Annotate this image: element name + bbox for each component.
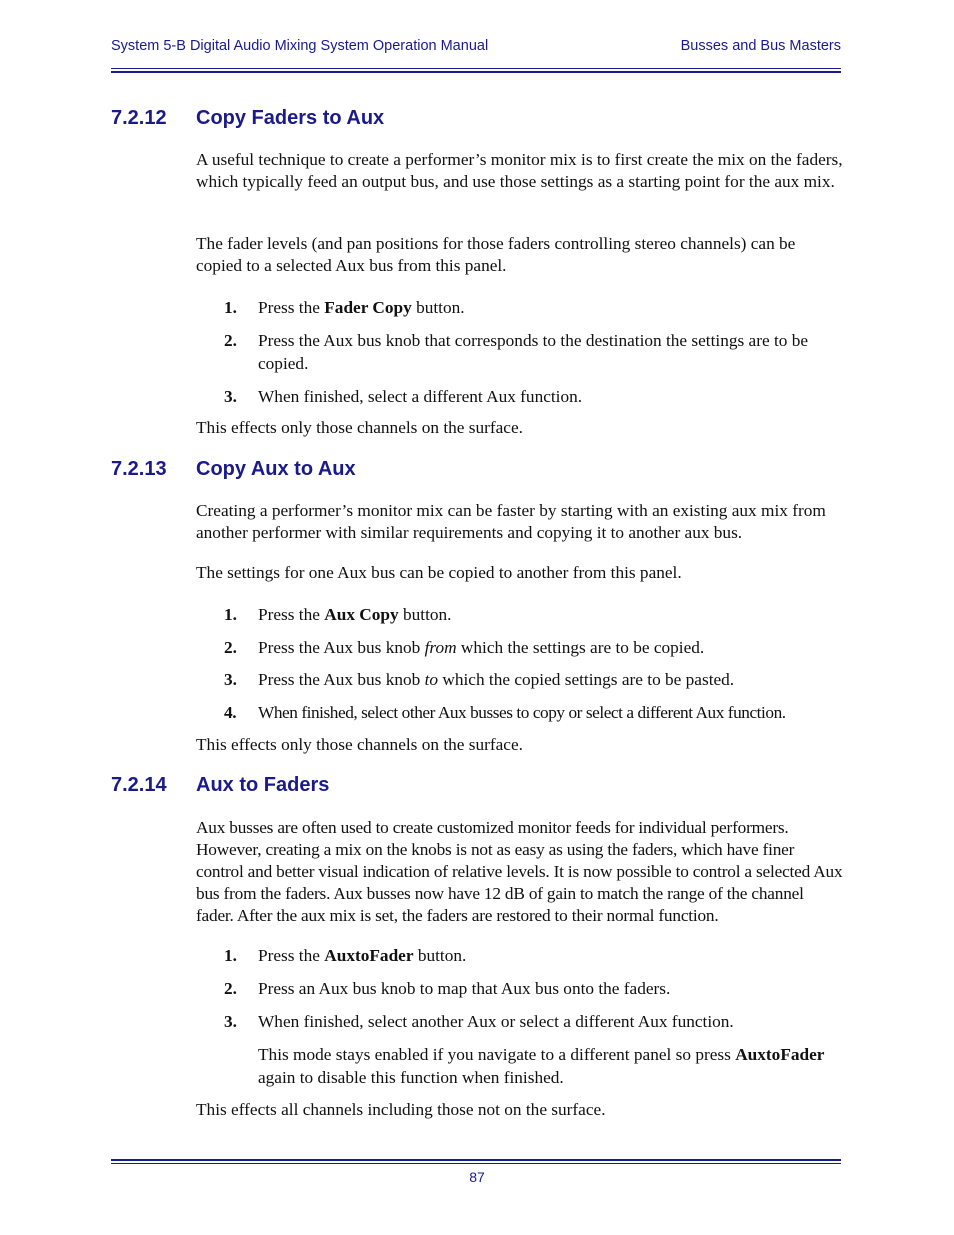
list-item: 3. When finished, select another Aux or select a different Aux function. [224,1012,734,1031]
section-title: Copy Aux to Aux [196,458,356,480]
section-title: Copy Faders to Aux [196,107,385,129]
section-heading-7-2-14 [111,774,329,797]
list-item: 2. Press the Aux bus knob that corresponds to the destination the settings are to be copied. [224,331,809,373]
footer-rule-top [111,1159,841,1161]
paragraph: The settings for one Aux bus can be copied to another from this panel. [196,563,682,582]
paragraph: A useful technique to create a performer’s monitor mix is to first create the mix on the faders, which typically feed an output bus, and use those settings as a starting point for the aux mix. [196,150,843,191]
section-number: 7.2.12 [111,107,167,129]
header-rule-bottom [111,71,841,73]
paragraph: This effects only those channels on the surface. [196,418,523,437]
list-note: This mode stays enabled if you navigate to a different panel so press AuxtoFader again to disable this function when finished. [258,1045,825,1087]
list-item: 2. Press the Aux bus knob from which the settings are to be copied. [224,638,705,657]
paragraph: Creating a performer’s monitor mix can be faster by starting with an existing aux mix from another performer with similar requirements and copying it to another aux bus. [196,501,826,542]
running-header-title: System 5-B Digital Audio Mixing System Operation Manual [111,38,489,54]
header-rule-top [111,68,841,69]
section-number: 7.2.14 [111,774,167,796]
list-item: 2. Press an Aux bus knob to map that Aux bus onto the faders. [224,979,671,998]
list-item: 1. Press the AuxtoFader button. [224,946,467,965]
section-number: 7.2.13 [111,458,167,480]
running-header-chapter: Busses and Bus Masters [680,38,841,54]
paragraph: This effects all channels including those not on the surface. [196,1100,606,1119]
list-item: 1. Press the Fader Copy button. [224,298,465,317]
list-item: 1. Press the Aux Copy button. [224,605,452,624]
paragraph: This effects only those channels on the surface. [196,735,523,754]
page-number: 87 [469,1169,485,1185]
section-heading-7-2-13 [111,458,356,481]
list-item: 4. When finished, select other Aux busses to copy or select a different Aux function. [224,703,786,722]
section-title: Aux to Faders [196,774,330,796]
section-heading-7-2-12 [111,107,384,130]
paragraph: Aux busses are often used to create customized monitor feeds for individual performers. However, creating a mix on the knobs is not as easy as using the faders, which have finer control and better visual indication of relative levels. It is now possible to control a selected Aux bus from the faders. Aux busses now have 12 dB of gain to match the range of the channel fader. After the aux mix is set, the faders are restored to their normal function. [196,818,843,925]
footer-rule-bottom [111,1163,841,1164]
list-item: 3. When finished, select a different Aux function. [224,387,583,406]
paragraph: The fader levels (and pan positions for those faders controlling stereo channels) can be copied to a selected Aux bus from this panel. [196,234,796,275]
list-item: 3. Press the Aux bus knob to which the copied settings are to be pasted. [224,670,735,689]
